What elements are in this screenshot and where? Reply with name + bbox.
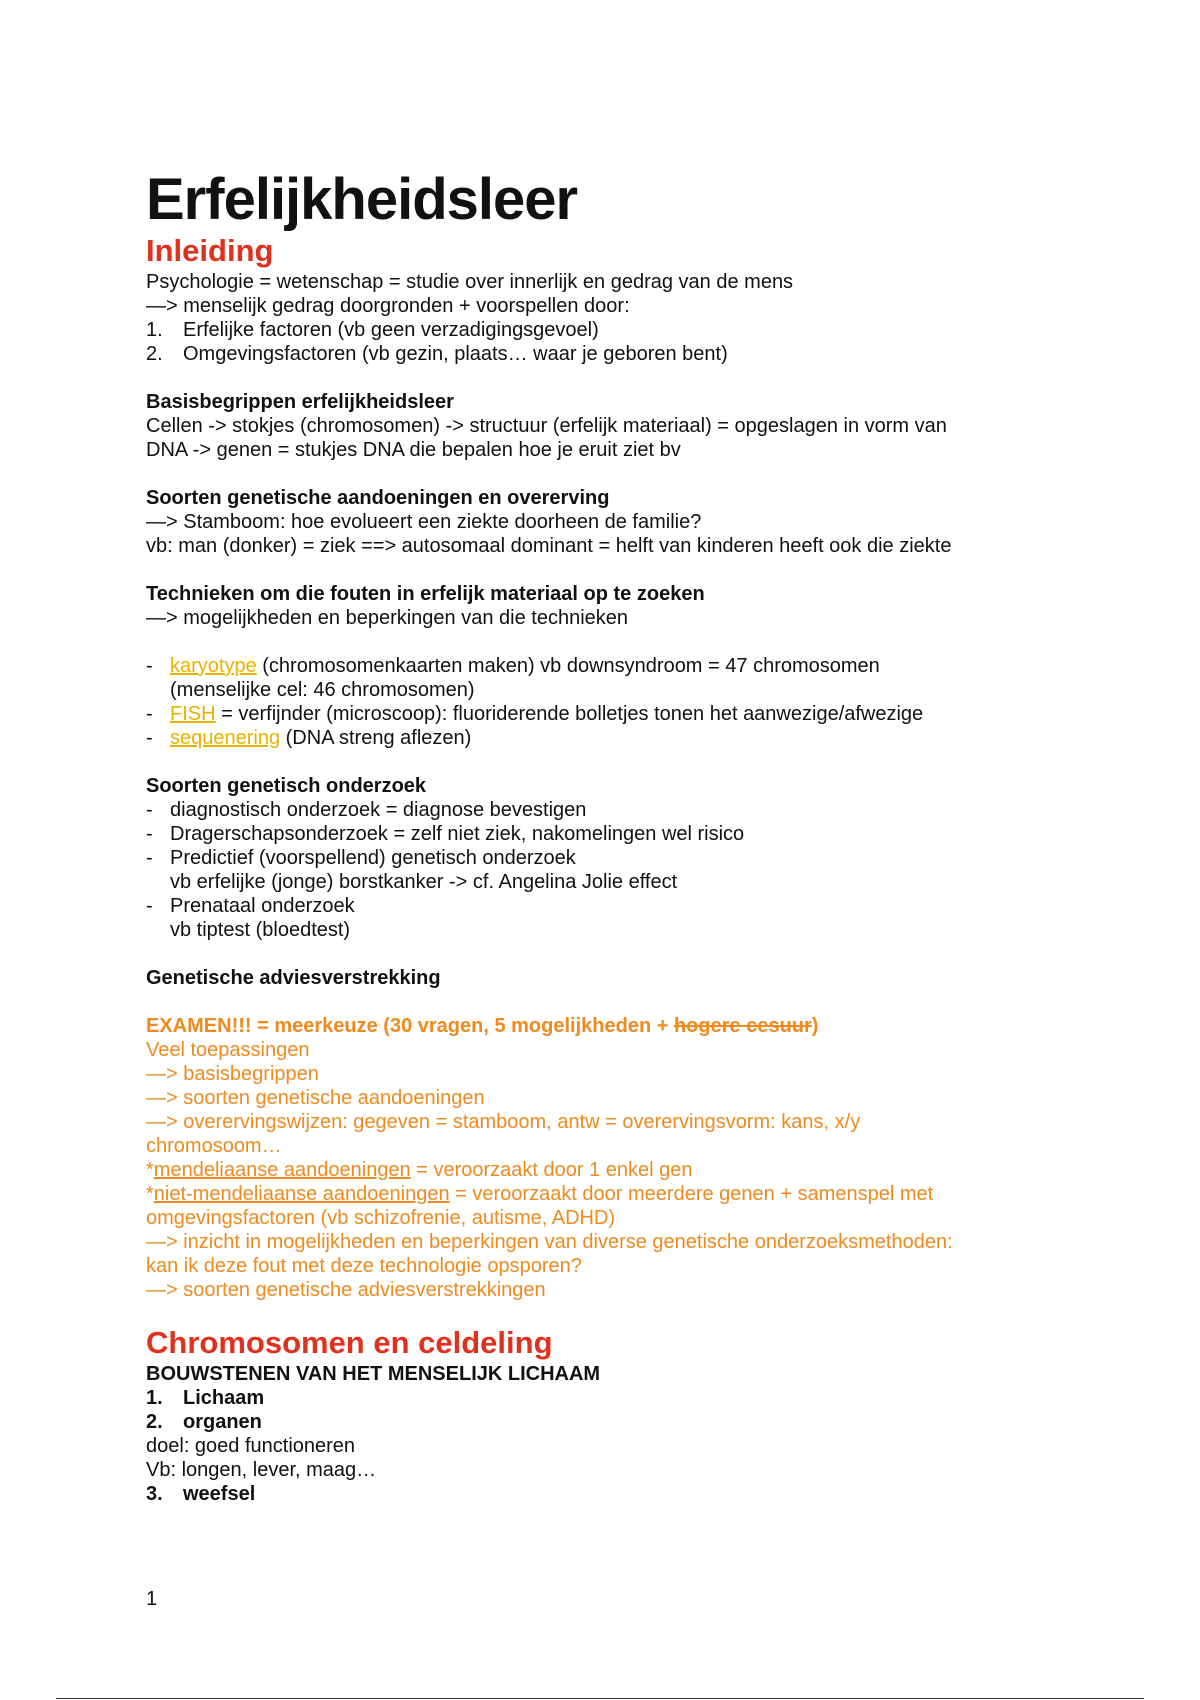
highlighted-term: FISH: [170, 703, 216, 725]
subheading-onderzoek: Soorten genetisch onderzoek: [146, 775, 427, 797]
page-number: 1: [146, 1588, 158, 1610]
highlighted-term: karyotype: [170, 655, 257, 677]
exam-note-heading: [146, 1014, 1066, 1038]
exam-line: chromosoom…: [146, 1135, 282, 1157]
exam-text: = veroorzaakt door 1 enkel gen: [410, 1159, 693, 1181]
item-text: (chromosomenkaarten maken) vb downsyndroom = 47 chromosomen: [256, 655, 880, 677]
list-item: [146, 846, 1066, 870]
exam-note-text: EXAMEN!!! = meerkeuze (30 vragen, 5 mogelijkheden +: [146, 1015, 674, 1037]
exam-line: Veel toepassingen: [146, 1039, 310, 1061]
underlined-term: mendeliaanse aandoeningen: [153, 1159, 411, 1181]
text-line: —> menselijk gedrag doorgronden + voorspellen door:: [146, 295, 630, 317]
list-item: [146, 822, 1066, 846]
text-line: Cellen -> stokjes (chromosomen) -> structuur (erfelijk materiaal) = opgeslagen in vorm van: [146, 415, 947, 437]
bullet-dash: -: [146, 823, 153, 845]
text-line: vb tiptest (bloedtest): [170, 919, 351, 941]
exam-line: [146, 1182, 1066, 1206]
asterisk: *: [146, 1183, 154, 1205]
subheading-basisbegrippen: Basisbegrippen erfelijkheidsleer: [146, 391, 454, 413]
item-number: 2.: [146, 1411, 163, 1433]
list-item: [146, 654, 1066, 678]
struck-text: hogere cesuur: [673, 1015, 812, 1037]
exam-line: —> overervingswijzen: gegeven = stamboom, antw = overervingsvorm: kans, x/y: [146, 1111, 861, 1133]
list-item: [146, 726, 1066, 750]
subheading-advies: Genetische adviesverstrekking: [146, 967, 441, 989]
text-line: vb: man (donker) = ziek ==> autosomaal dominant = helft van kinderen heeft ook die ziekte: [146, 535, 952, 557]
item-text: = verfijnder (microscoop): fluoriderende bolletjes tonen het aanwezige/afwezige: [215, 703, 924, 725]
document-title: Erfelijkheidsleer: [146, 167, 578, 232]
bullet-dash: -: [146, 655, 153, 677]
exam-line: kan ik deze fout met deze technologie opsporen?: [146, 1255, 582, 1277]
text-line: vb erfelijke (jonge) borstkanker -> cf. Angelina Jolie effect: [170, 871, 678, 893]
item-text: weefsel: [183, 1483, 256, 1505]
text-line: Psychologie = wetenschap = studie over innerlijk en gedrag van de mens: [146, 271, 794, 293]
item-text: Dragerschapsonderzoek = zelf niet ziek, nakomelingen wel risico: [170, 823, 745, 845]
text-line: DNA -> genen = stukjes DNA die bepalen hoe je eruit ziet bv: [146, 439, 681, 461]
numbered-item: [146, 342, 1066, 366]
subheading-bouwstenen: BOUWSTENEN VAN HET MENSELIJK LICHAAM: [146, 1363, 601, 1385]
text-line: —> mogelijkheden en beperkingen van die technieken: [146, 607, 629, 629]
item-text: Prenataal onderzoek: [170, 895, 355, 917]
item-text: diagnostisch onderzoek = diagnose bevestigen: [170, 799, 587, 821]
bullet-dash: -: [146, 895, 153, 917]
exam-note-end: ): [811, 1015, 819, 1037]
highlighted-term: sequenering: [170, 727, 281, 749]
exam-text: = veroorzaakt door meerdere genen + samenspel met: [449, 1183, 934, 1205]
item-text: Lichaam: [183, 1387, 265, 1409]
subheading-soorten-aandoeningen: Soorten genetische aandoeningen en overerving: [146, 487, 610, 509]
item-number: 1.: [146, 319, 163, 341]
list-item: [146, 894, 1066, 918]
item-number: 1.: [146, 1387, 163, 1409]
underlined-term: niet-mendeliaanse aandoeningen: [153, 1183, 450, 1205]
exam-line: —> inzicht in mogelijkheden en beperkingen van diverse genetische onderzoeksmethoden:: [146, 1231, 953, 1253]
item-text: Predictief (voorspellend) genetisch onderzoek: [170, 847, 576, 869]
numbered-item: [146, 1410, 1066, 1434]
footer-divider: [56, 1698, 1144, 1699]
bullet-dash: -: [146, 799, 153, 821]
item-text: (DNA streng aflezen): [280, 727, 472, 749]
exam-line: —> basisbegrippen: [146, 1063, 319, 1085]
text-line: doel: goed functioneren: [146, 1435, 356, 1457]
item-text: Erfelijke factoren (vb geen verzadigingsgevoel): [183, 319, 599, 341]
text-line: —> Stamboom: hoe evolueert een ziekte doorheen de familie?: [146, 511, 702, 533]
exam-line: —> soorten genetische adviesverstrekkingen: [146, 1279, 546, 1301]
numbered-item: [146, 1482, 1066, 1506]
exam-line: —> soorten genetische aandoeningen: [146, 1087, 485, 1109]
document-page: [146, 168, 1066, 1506]
text-line: Vb: longen, lever, maag…: [146, 1459, 377, 1481]
bullet-dash: -: [146, 727, 153, 749]
section-heading-inleiding: Inleiding: [146, 233, 274, 268]
item-text: organen: [183, 1411, 262, 1433]
subheading-technieken: Technieken om die fouten in erfelijk materiaal op te zoeken: [146, 583, 705, 605]
text-line: (menselijke cel: 46 chromosomen): [170, 679, 475, 701]
bullet-dash: -: [146, 703, 153, 725]
exam-line: omgevingsfactoren (vb schizofrenie, autisme, ADHD): [146, 1207, 616, 1229]
bullet-dash: -: [146, 847, 153, 869]
item-text: Omgevingsfactoren (vb gezin, plaats… waar je geboren bent): [183, 343, 728, 365]
numbered-item: [146, 318, 1066, 342]
item-number: 2.: [146, 343, 163, 365]
exam-line: [146, 1158, 1066, 1182]
asterisk: *: [146, 1159, 154, 1181]
list-item: [146, 702, 1066, 726]
item-number: 3.: [146, 1483, 163, 1505]
section-heading-chromosomen: Chromosomen en celdeling: [146, 1325, 553, 1360]
numbered-item: [146, 1386, 1066, 1410]
list-item: [146, 798, 1066, 822]
